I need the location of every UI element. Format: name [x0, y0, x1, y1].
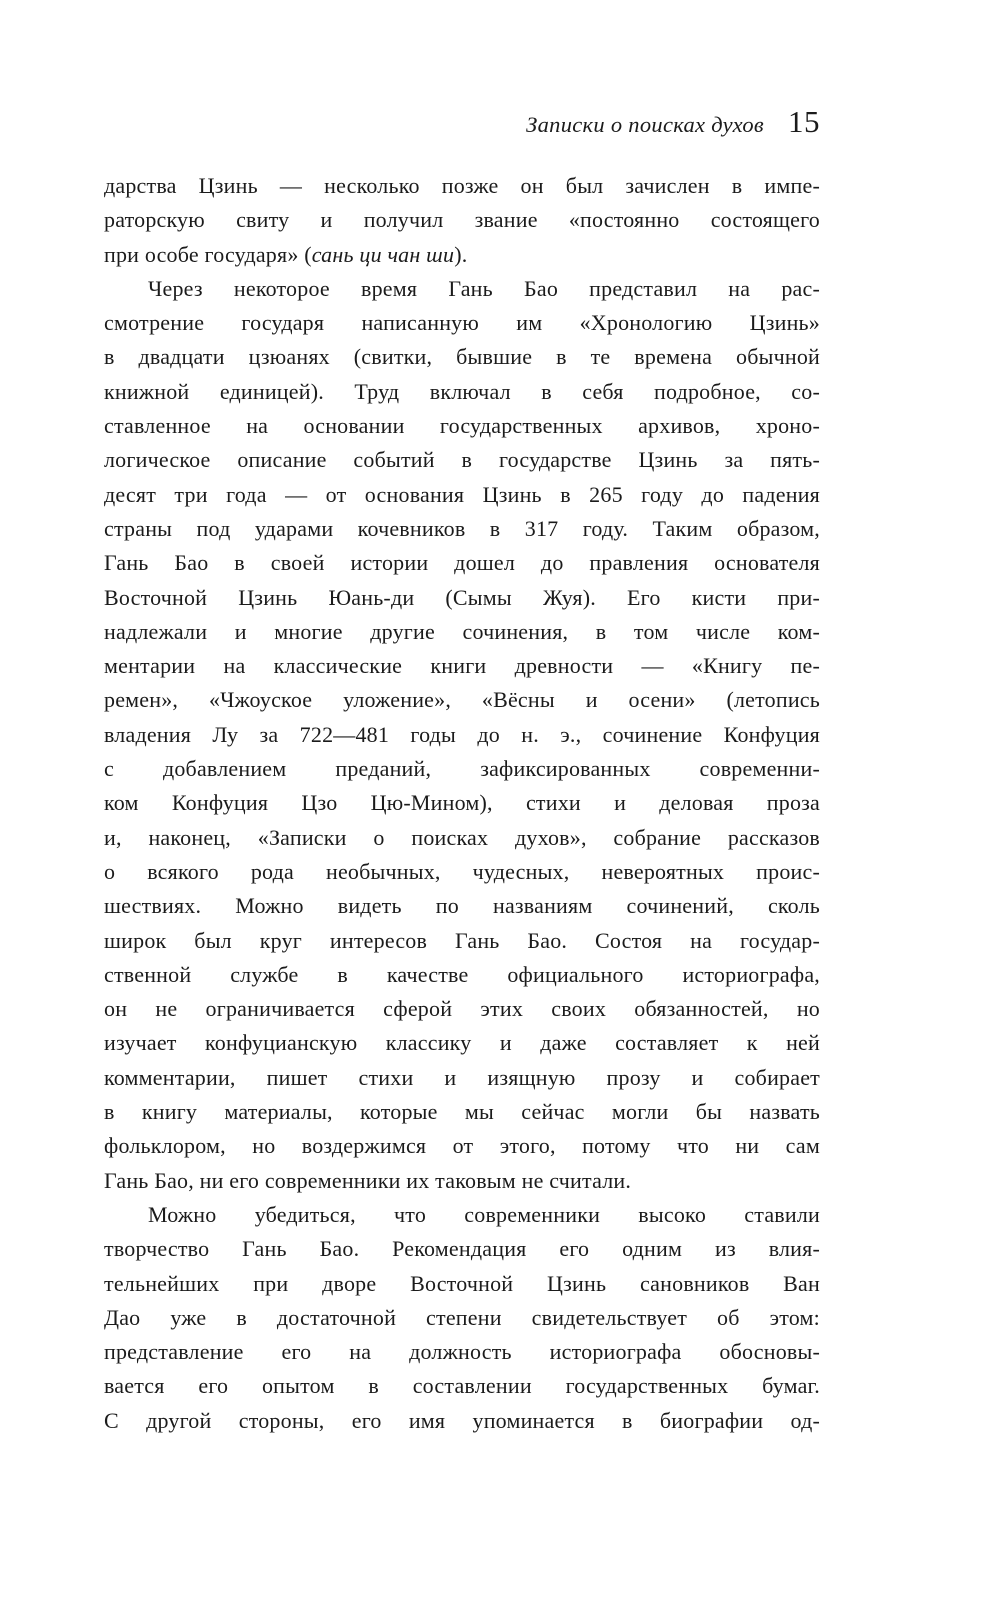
text-run: владения Лу за 722—481 годы до н. э., сочинение Конфуция	[104, 721, 820, 747]
text-line	[104, 546, 820, 580]
text-line	[104, 718, 820, 752]
text-line	[104, 1129, 820, 1163]
text-run: десят три года — от основания Цзинь в 265 году до падения	[104, 481, 820, 507]
text-run: Через некоторое время Гань Бао представил на рас-	[148, 275, 820, 301]
text-run-italic: сань ци чан ши	[311, 241, 455, 267]
text-run: широк был круг интересов Гань Бао. Состоя на государ-	[104, 927, 820, 953]
text-line	[104, 203, 820, 237]
text-line	[104, 683, 820, 717]
text-line	[104, 1026, 820, 1060]
text-run: ставленное на основании государственных архивов, хроно-	[104, 413, 820, 439]
text-run: при особе государя» (	[104, 241, 312, 267]
text-line	[104, 1404, 820, 1438]
text-run: страны под ударами кочевников в 317 году. Таким образом,	[104, 515, 820, 541]
text-line	[104, 649, 820, 683]
text-run: изучает конфуцианскую классику и даже составляет к ней	[104, 1030, 820, 1056]
text-run: Можно убедиться, что современники высоко ставили	[148, 1201, 820, 1227]
text-line	[104, 786, 820, 820]
text-run: он не ограничивается сферой этих своих обязанностей, но	[104, 996, 820, 1022]
text-run: ственной службе в качестве официального историографа,	[104, 961, 820, 987]
text-line	[104, 1335, 820, 1369]
text-run: с добавлением преданий, зафиксированных современни-	[104, 756, 820, 782]
text-run: шествиях. Можно видеть по названиям сочинений, сколь	[104, 893, 820, 919]
page-header	[104, 104, 820, 140]
text-line	[104, 889, 820, 923]
text-line	[104, 272, 820, 306]
text-run: ).	[454, 241, 468, 267]
text-line	[104, 169, 820, 203]
text-line	[104, 340, 820, 374]
text-run: надлежали и многие другие сочинения, в том числе ком-	[104, 618, 820, 644]
text-run: С другой стороны, его имя упоминается в биографии од-	[104, 1407, 820, 1433]
text-run: вается его опытом в составлении государственных бумаг.	[104, 1373, 820, 1399]
text-line	[104, 1267, 820, 1301]
text-run: логическое описание событий в государстве Цзинь за пять-	[104, 447, 820, 473]
paragraph	[104, 169, 820, 272]
running-title: Записки о поисках духов	[526, 112, 764, 137]
paragraph	[104, 272, 820, 1198]
text-line	[104, 1232, 820, 1266]
text-run: о всякого рода необычных, чудесных, невероятных проис-	[104, 858, 820, 884]
text-run: книжной единицей). Труд включал в себя подробное, со-	[104, 378, 820, 404]
text-run: в двадцати цзюанях (свитки, бывшие в те времена обычной	[104, 344, 820, 370]
text-line	[104, 924, 820, 958]
page-number: 15	[788, 104, 820, 139]
text-run: Гань Бао, ни его современники их таковым не считали.	[104, 1167, 632, 1193]
text-line	[104, 752, 820, 786]
text-run: фольклором, но воздержимся от этого, потому что ни сам	[104, 1133, 820, 1159]
text-run: ментарии на классические книги древности — «Книгу пе-	[104, 653, 820, 679]
paragraph	[104, 1198, 820, 1438]
text-run: творчество Гань Бао. Рекомендация его одним из влия-	[104, 1236, 820, 1262]
text-run: Гань Бао в своей истории дошел до правления основателя	[104, 550, 820, 576]
text-run: представление его на должность историографа обосновы-	[104, 1339, 820, 1365]
text-line	[104, 1061, 820, 1095]
text-line	[104, 512, 820, 546]
text-line	[104, 306, 820, 340]
text-run: в книгу материалы, которые мы сейчас могли бы назвать	[104, 1099, 820, 1125]
text-line	[104, 581, 820, 615]
text-run: раторскую свиту и получил звание «постоянно состоящего	[104, 207, 820, 233]
text-run: дарства Цзинь — несколько позже он был зачислен в импе-	[104, 173, 820, 198]
text-line	[104, 478, 820, 512]
text-run: смотрение государя написанную им «Хронологию Цзинь»	[104, 310, 820, 336]
text-run: Дао уже в достаточной степени свидетельствует об этом:	[104, 1304, 820, 1330]
text-run: тельнейших при дворе Восточной Цзинь сановников Ван	[104, 1270, 820, 1296]
text-line	[104, 1164, 820, 1198]
text-line	[104, 855, 820, 889]
text-line	[104, 1369, 820, 1403]
text-run: и, наконец, «Записки о поисках духов», собрание рассказов	[104, 824, 820, 850]
text-line	[104, 821, 820, 855]
text-line	[104, 1095, 820, 1129]
text-line	[104, 615, 820, 649]
text-run: комментарии, пишет стихи и изящную прозу и собирает	[104, 1064, 820, 1090]
text-line	[104, 958, 820, 992]
text-line	[104, 409, 820, 443]
text-line	[104, 375, 820, 409]
text-run: ремен», «Чжоуское уложение», «Вёсны и осени» (летопись	[104, 687, 820, 713]
text-run: Восточной Цзинь Юань-ди (Сымы Жуя). Его кисти при-	[104, 584, 820, 610]
text-line	[104, 1301, 820, 1335]
text-line	[104, 443, 820, 477]
text-run: ком Конфуция Цзо Цю-Мином), стихи и деловая проза	[104, 790, 820, 816]
text-line	[104, 1198, 820, 1232]
text-line	[104, 992, 820, 1026]
text-line	[104, 238, 820, 272]
page-body	[104, 169, 820, 1438]
